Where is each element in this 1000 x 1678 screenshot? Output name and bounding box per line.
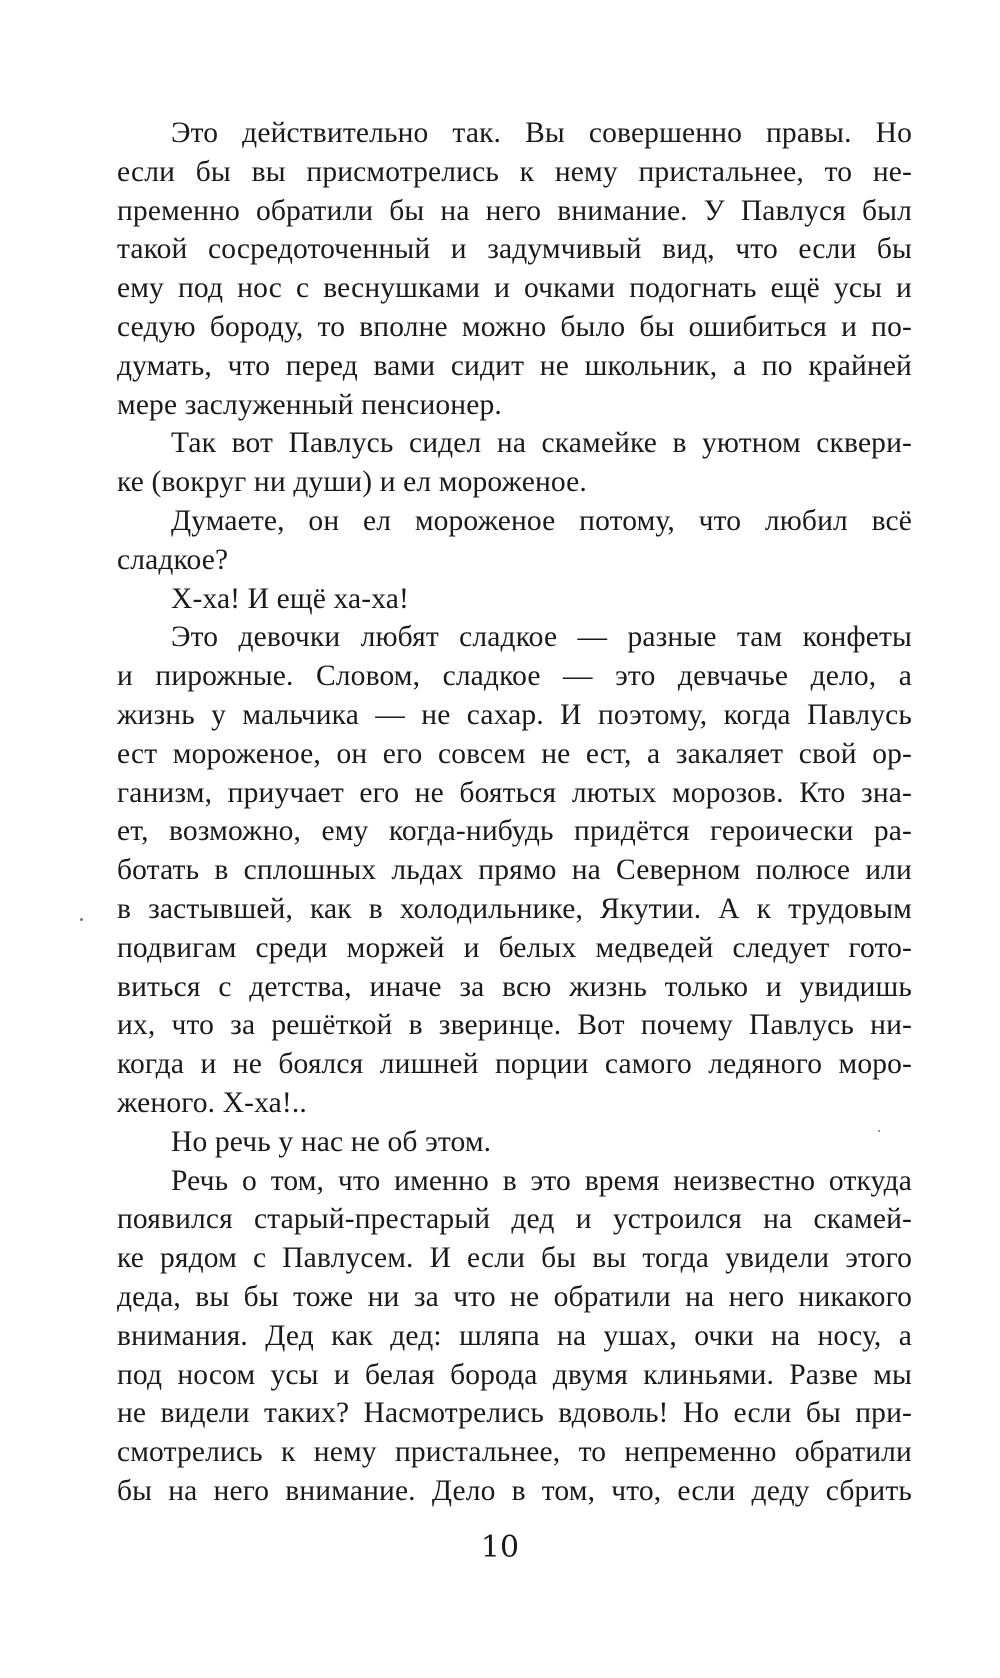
text-line: жизнь у мальчика — не сахар. И поэтому, когда Павлусь bbox=[117, 698, 912, 731]
text-line: думать, что перед вами сидит не школьник, а по крайней bbox=[117, 349, 912, 382]
text-line: в застывшей, как в холодильнике, Якутии. А к трудовым bbox=[117, 892, 912, 925]
text-line: внимания. Дед как дед: шляпа на ушах, очки на носу, а bbox=[117, 1319, 912, 1352]
text-line: ке (вокруг ни души) и ел мороженое. bbox=[117, 466, 587, 499]
text-line: ему под нос с веснушками и очками подогнать ещё усы и bbox=[117, 272, 912, 305]
text-line: их, что за решёткой в зверинце. Вот почему Павлусь ни- bbox=[117, 1009, 912, 1042]
text-line: виться с детства, иначе за всю жизнь только и увидишь bbox=[117, 970, 912, 1003]
text-line: ест мороженое, он его совсем не ест, а закаляет свой ор- bbox=[117, 737, 912, 770]
text-line: Речь о том, что именно в это время неизвестно откуда bbox=[171, 1164, 912, 1197]
text-line: мере заслуженный пенсионер. bbox=[117, 388, 502, 421]
text-line: бы на него внимание. Дело в том, что, если деду сбрить bbox=[117, 1474, 912, 1507]
text-line: появился старый-престарый дед и устроился на скамей- bbox=[117, 1203, 912, 1236]
text-line: Это действительно так. Вы совершенно правы. Но bbox=[171, 117, 912, 149]
text-line: седую бороду, то вполне можно было бы ошибиться и по- bbox=[117, 310, 912, 343]
text-line: под носом усы и белая борода двумя клиньями. Разве мы bbox=[117, 1358, 912, 1391]
text-line: пременно обратили бы на него внимание. У Павлуся был bbox=[117, 194, 912, 227]
text-line: когда и не боялся лишней порции самого ледяного моро- bbox=[117, 1048, 912, 1081]
text-line: Но речь у нас не об этом. bbox=[171, 1125, 492, 1158]
text-line: Это девочки любят сладкое — разные там конфеты bbox=[171, 621, 912, 654]
text-line: деда, вы бы тоже ни за что не обратили на него никакого bbox=[117, 1280, 912, 1313]
text-line: и пирожные. Словом, сладкое — это девчачье дело, а bbox=[117, 660, 912, 693]
text-line: подвигам среди моржей и белых медведей следует гото- bbox=[117, 931, 912, 964]
text-line: женого. Х-ха!.. bbox=[117, 1086, 307, 1119]
text-line: Думаете, он ел мороженое потому, что любил всё bbox=[171, 504, 912, 537]
page-body bbox=[117, 114, 912, 1511]
page-number: 10 bbox=[480, 1530, 520, 1565]
text-line: ет, возможно, ему когда-нибудь придётся героически ра- bbox=[117, 815, 912, 848]
text-line: ботать в сплошных льдах прямо на Северном полюсе или bbox=[117, 854, 912, 887]
text-line: Так вот Павлусь сидел на скамейке в уютном сквери- bbox=[171, 427, 912, 460]
text-line: ганизм, приучает его не бояться лютых морозов. Кто зна- bbox=[117, 776, 912, 809]
text-line: Х-ха! И ещё ха-ха! bbox=[171, 582, 409, 615]
text-line: ке рядом с Павлусем. И если бы вы тогда увидели этого bbox=[117, 1242, 912, 1275]
scan-speck bbox=[878, 1130, 880, 1132]
text-line: сладкое? bbox=[117, 543, 229, 576]
text-line: такой сосредоточенный и задумчивый вид, что если бы bbox=[117, 233, 912, 266]
text-line: если бы вы присмотрелись к нему пристальнее, то не- bbox=[117, 155, 912, 188]
text-line: не видели таких? Насмотрелись вдоволь! Но если бы при- bbox=[117, 1397, 912, 1430]
scan-speck bbox=[80, 918, 83, 921]
text-line: смотрелись к нему пристальнее, то непременно обратили bbox=[117, 1436, 912, 1469]
